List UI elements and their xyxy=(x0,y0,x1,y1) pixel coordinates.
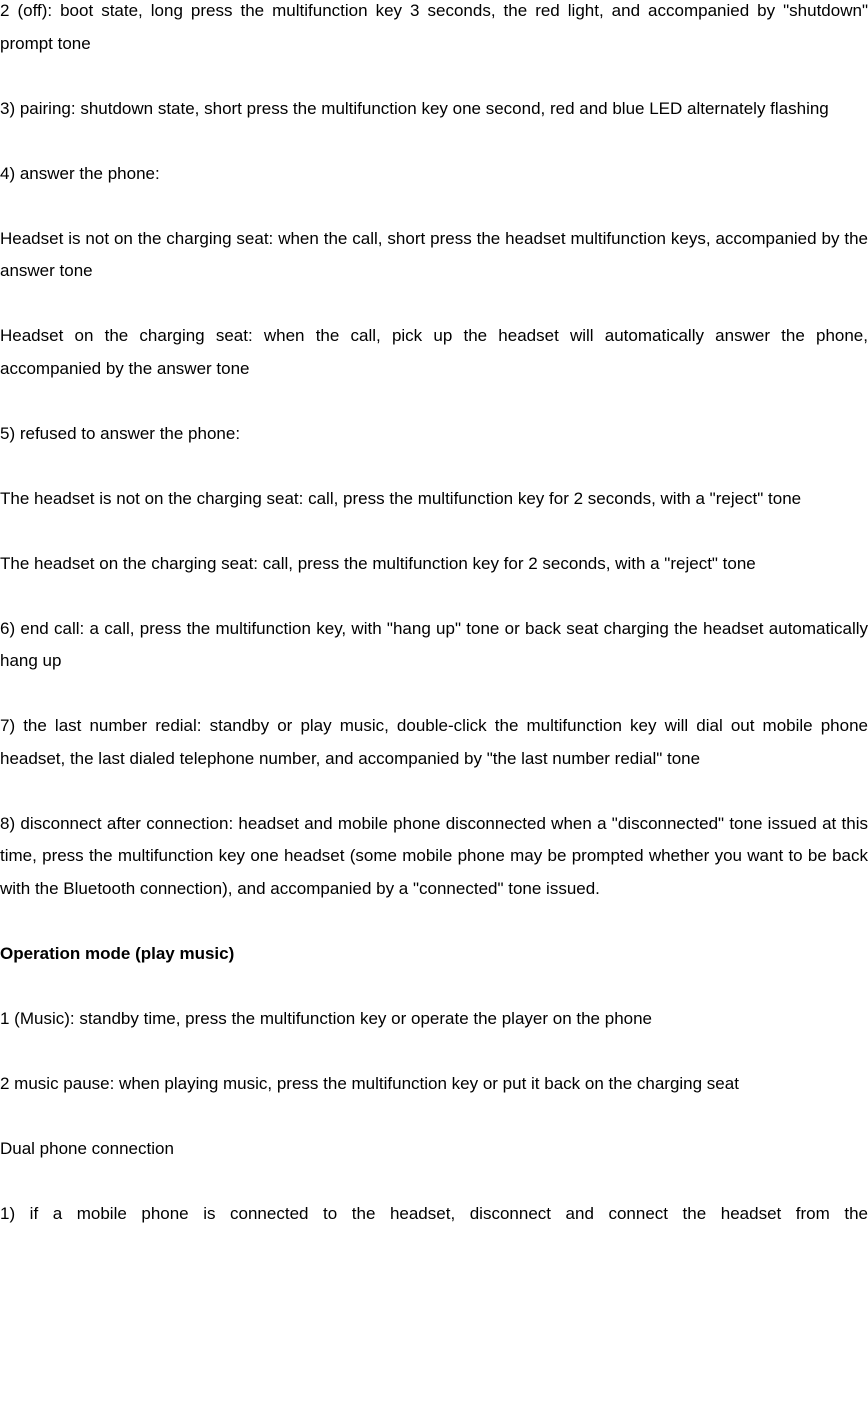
paragraph-answer-off-seat: Headset is not on the charging seat: when the call, short press the headset multifunction keys, accompanied by the answer tone xyxy=(0,228,868,280)
paragraph-dual-phone-heading: Dual phone connection xyxy=(0,1138,174,1158)
paragraph-power-off: 2 (off): boot state, long press the multifunction key 3 seconds, the red light, and accompanied by "shutdown" prompt tone xyxy=(0,1,868,53)
paragraph-answer-on-seat: Headset on the charging seat: when the call, pick up the headset will automatically answer the phone, accompanied by the answer tone xyxy=(0,326,868,378)
paragraph-reject-heading: 5) refused to answer the phone: xyxy=(0,423,241,443)
paragraph-answer-heading: 4) answer the phone: xyxy=(0,163,160,183)
paragraph-music-pause: 2 music pause: when playing music, press the multifunction key or put it back on the charging seat xyxy=(0,1073,739,1093)
paragraph-end-call: 6) end call: a call, press the multifunction key, with "hang up" tone or back seat charging the headset automatically hang up xyxy=(0,618,868,670)
paragraph-music-play: 1 (Music): standby time, press the multifunction key or operate the player on the phone xyxy=(0,1008,653,1028)
paragraph-reconnect: 8) disconnect after connection: headset and mobile phone disconnected when a "disconnected" tone issued at this time, press the multifunction key one headset (some mobile phone may be prompted whether you want to be back with the Bluetooth connection), and accompanied by a "connected" tone issued. xyxy=(0,813,868,898)
paragraph-pairing: 3) pairing: shutdown state, short press the multifunction key one second, red and blue LED alternately flashing xyxy=(0,98,829,118)
paragraph-redial: 7) the last number redial: standby or play music, double-click the multifunction key will dial out mobile phone headset, the last dialed telephone number, and accompanied by "the last number redial" tone xyxy=(0,716,868,768)
section-heading-play-music: Operation mode (play music) xyxy=(0,943,235,963)
paragraph-dual-phone-step1: 1) if a mobile phone is connected to the headset, disconnect and connect the headset from the xyxy=(0,1203,868,1223)
paragraph-reject-off-seat: The headset is not on the charging seat: call, press the multifunction key for 2 seconds, with a "reject" tone xyxy=(0,488,802,508)
paragraph-reject-on-seat: The headset on the charging seat: call, press the multifunction key for 2 seconds, with a "reject" tone xyxy=(0,553,756,573)
